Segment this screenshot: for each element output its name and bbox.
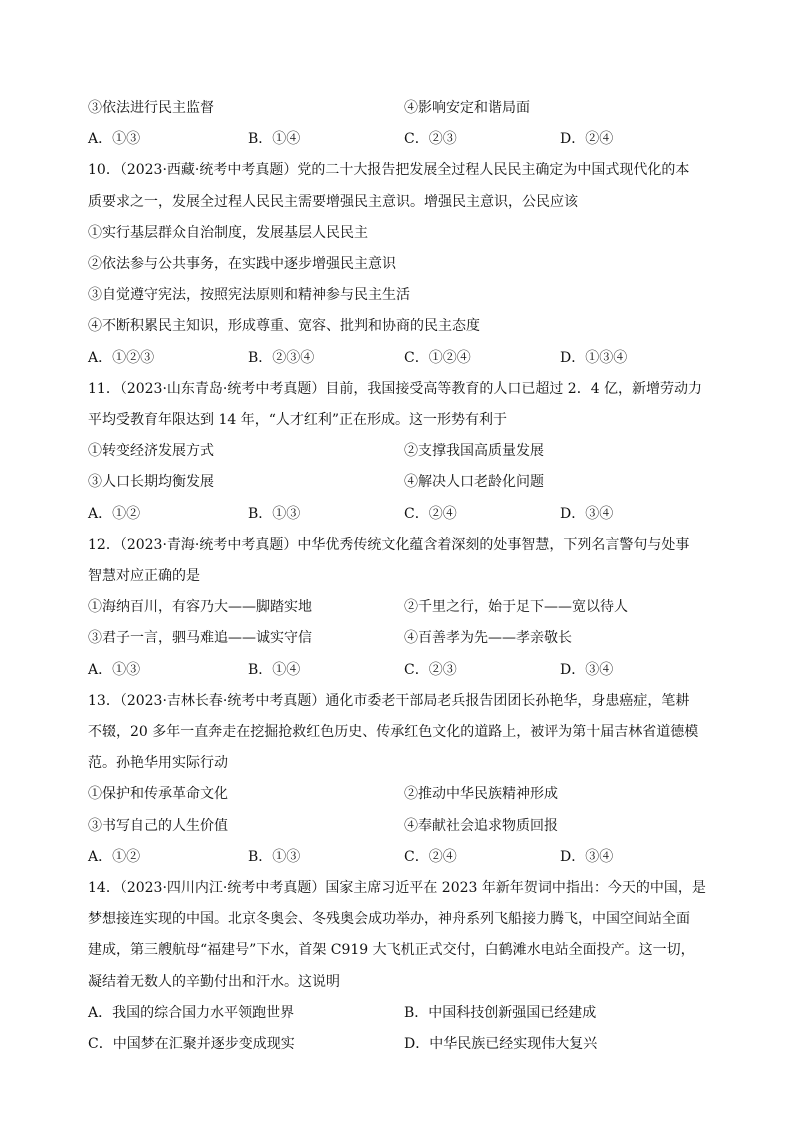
answer-choice: C．②③ xyxy=(404,661,457,678)
question-text-line: 智慧对应正确的是 xyxy=(88,568,200,584)
question-text-line: ④不断积累民主知识，形成尊重、宽容、批判和协商的民主态度 xyxy=(88,318,480,335)
answer-choice: B．②③④ xyxy=(248,349,315,366)
question-text-line: 不辍，20 多年一直奔走在挖掘抢救红色历史、传承红色文化的道路上，被评为第十届吉林省道德模 xyxy=(88,724,699,740)
option-item: ④百善孝为先——孝亲敬长 xyxy=(404,630,572,647)
question-text-line: 平均受教育年限达到 14 年，“人才红利”正在形成。这一形势有利于 xyxy=(88,412,508,428)
answer-choice: D．②④ xyxy=(560,131,614,148)
option-row xyxy=(88,997,728,1029)
answer-choice-row xyxy=(88,841,728,873)
option-item: ③书写自己的人生价值 xyxy=(88,817,228,834)
answer-choice-row xyxy=(88,342,728,374)
option-item: ④解决人口老龄化问题 xyxy=(404,474,544,491)
option-item: D．中华民族已经实现伟大复兴 xyxy=(404,1036,598,1052)
option-item: ④奉献社会追求物质回报 xyxy=(404,817,558,834)
option-item: ①保护和传承革命文化 xyxy=(88,786,228,803)
option-item: ③人口长期均衡发展 xyxy=(88,474,214,491)
answer-choice-row xyxy=(88,123,728,155)
answer-choice: D．③④ xyxy=(560,661,614,678)
question-text-line: 建成，第三艘航母“福建号”下水，首架 C919 大飞机正式交付，白鹤滩水电站全面投产。这一切， xyxy=(88,942,695,959)
answer-choice-row xyxy=(88,498,728,530)
option-item: ④影响安定和谐局面 xyxy=(404,100,530,116)
answer-choice: B．①④ xyxy=(248,131,301,148)
answer-choice: C．②③ xyxy=(404,131,457,148)
answer-choice-row xyxy=(88,654,728,686)
answer-choice: D．③④ xyxy=(560,848,614,865)
option-item: A．我国的综合国力水平领跑世界 xyxy=(88,1004,295,1021)
option-item: ③君子一言，驷马难追——诚实守信 xyxy=(88,630,312,647)
option-item: B．中国科技创新强国已经建成 xyxy=(404,1004,597,1021)
answer-choice: B．①④ xyxy=(248,661,301,678)
answer-choice: C．②④ xyxy=(404,505,457,522)
answer-choice: B．①③ xyxy=(248,505,301,522)
question-text-line: 凝结着无数人的辛勤付出和汗水。这说明 xyxy=(88,973,340,990)
question-text-line: 13．（2023·吉林长春·统考中考真题）通化市委老干部局老兵报告团团长孙艳华，身患癌症，笔耕 xyxy=(88,692,690,709)
question-text-line: ③自觉遵守宪法，按照宪法原则和精神参与民主生活 xyxy=(88,287,410,304)
question-text-line: 14．（2023·四川内江·统考中考真题）国家主席习近平在 2023 年新年贺词中指出：今天的中国，是 xyxy=(88,880,706,896)
answer-choice: C．①②④ xyxy=(404,349,471,366)
option-row xyxy=(88,92,728,124)
question-text-line: 12．（2023·青海·统考中考真题）中华优秀传统文化蕴含着深刻的处事智慧，下列名言警句与处事 xyxy=(88,536,690,553)
option-row xyxy=(88,622,728,654)
option-row xyxy=(88,1028,728,1060)
option-row xyxy=(88,466,728,498)
answer-choice: A．①② xyxy=(88,505,141,522)
option-item: ②千里之行，始于足下——宽以待人 xyxy=(404,599,628,616)
option-item: ①转变经济发展方式 xyxy=(88,443,214,460)
option-item: ③依法进行民主监督 xyxy=(88,100,214,116)
question-text-line: ①实行基层群众自治制度，发展基层人民民主 xyxy=(88,224,368,241)
option-item: ②支撑我国高质量发展 xyxy=(404,443,544,460)
answer-choice: A．①②③ xyxy=(88,349,155,366)
option-item: ①海纳百川，有容乃大——脚踏实地 xyxy=(88,599,312,616)
option-item: C．中国梦在汇聚并逐步变成现实 xyxy=(88,1036,295,1052)
option-item: ②推动中华民族精神形成 xyxy=(404,786,558,803)
question-text-line: 质要求之一，发展全过程人民民主需要增强民主意识。增强民主意识，公民应该 xyxy=(88,193,578,210)
option-row xyxy=(88,591,728,623)
answer-choice: B．①③ xyxy=(248,848,301,865)
option-row xyxy=(88,435,728,467)
answer-choice: C．②④ xyxy=(404,848,457,865)
question-text-line: ②依法参与公共事务，在实践中逐步增强民主意识 xyxy=(88,256,396,272)
option-row xyxy=(88,810,728,842)
answer-choice: D．①③④ xyxy=(560,349,628,366)
question-text-line: 11．（2023·山东青岛·统考中考真题）目前，我国接受高等教育的人口已超过 2．4 亿，新增劳动力 xyxy=(88,380,703,397)
option-row xyxy=(88,778,728,810)
question-text-line: 10．（2023·西藏·统考中考真题）党的二十大报告把发展全过程人民民主确定为中国式现代化的本 xyxy=(88,162,690,179)
answer-choice: A．①③ xyxy=(88,661,141,678)
answer-choice: D．③④ xyxy=(560,505,614,522)
answer-choice: A．①② xyxy=(88,848,141,865)
answer-choice: A．①③ xyxy=(88,131,141,148)
question-text-line: 范。孙艳华用实际行动 xyxy=(88,755,228,772)
question-text-line: 梦想接连实现的中国。北京冬奥会、冬残奥会成功举办，神舟系列飞船接力腾飞，中国空间站全面 xyxy=(88,911,690,928)
